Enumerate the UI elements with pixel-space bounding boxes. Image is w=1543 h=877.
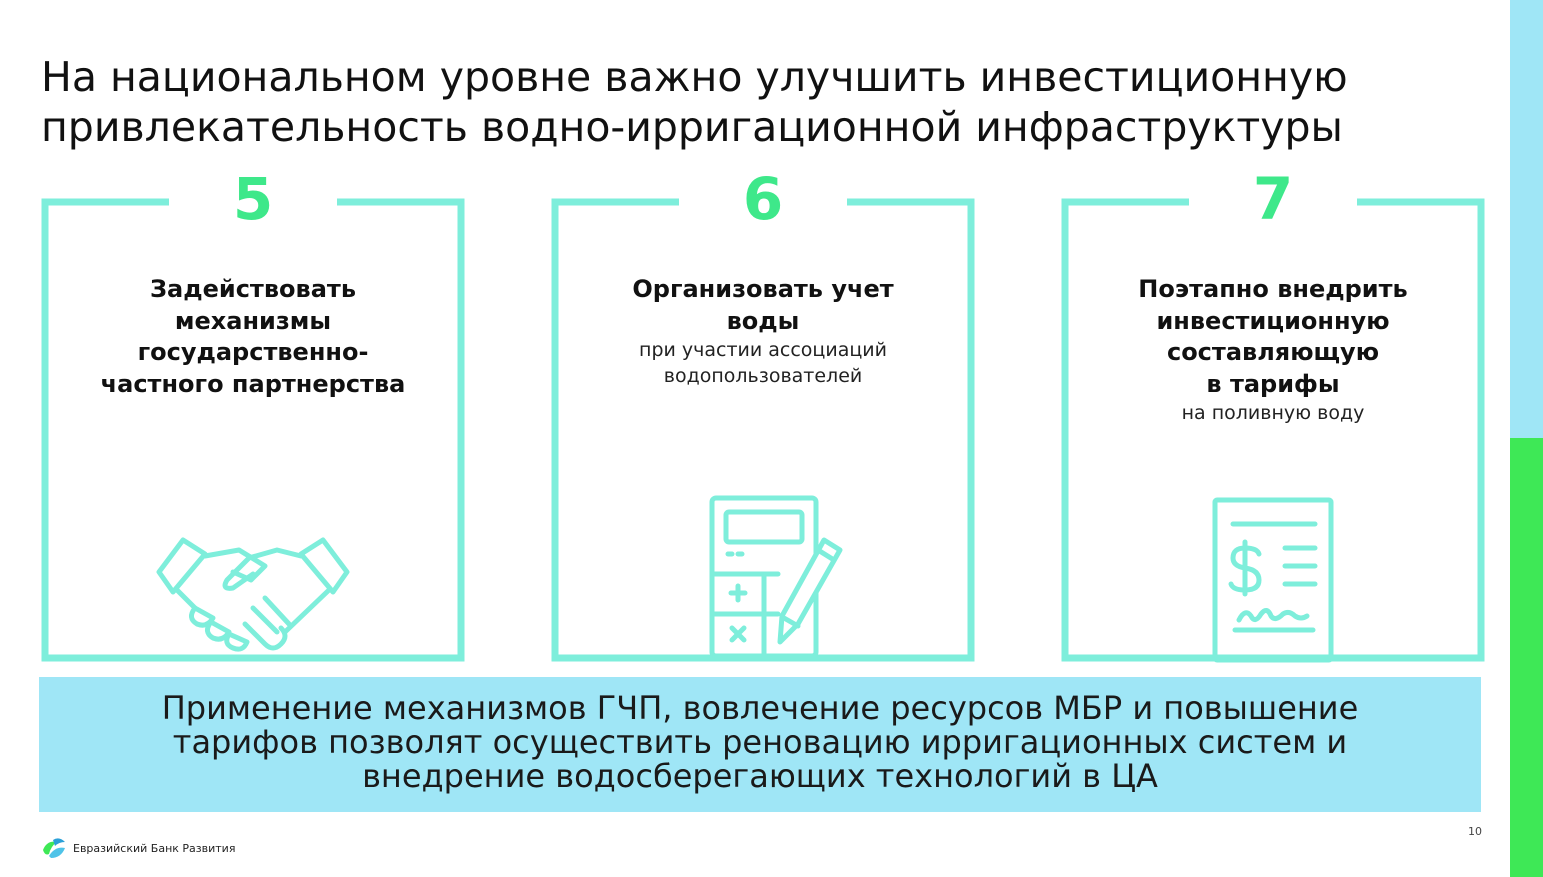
handshake-icon <box>153 528 353 658</box>
card-heading: Организовать учет воды <box>632 275 894 335</box>
summary-line-1: Применение механизмов ГЧП, вовлечение ресурсов МБР и повышение <box>161 689 1359 727</box>
page-number: 10 <box>1468 825 1482 838</box>
card-7 <box>1061 165 1485 662</box>
page-title <box>41 52 1481 152</box>
page-title-line-1: На национальном уровне важно улучшить инвестиционную <box>41 53 1348 101</box>
page-title-line-2: привлекательность водно-ирригационной инфраструктуры <box>41 103 1343 151</box>
card-text <box>581 274 945 389</box>
logo-text: Евразийский Банк Развития <box>73 841 236 855</box>
summary-line-2: тарифов позволят осуществить реновацию ирригационных систем и <box>172 723 1348 761</box>
side-accent-bar-top <box>1510 0 1543 438</box>
summary-line-3: внедрение водосберегающих технологий в ЦА <box>362 757 1158 795</box>
card-text <box>71 274 435 400</box>
card-number: 7 <box>1252 165 1294 233</box>
card-subtext: при участии ассоциаций водопользователей <box>639 339 887 387</box>
card-6 <box>551 165 975 662</box>
brand-logo <box>41 836 235 860</box>
summary-banner <box>39 677 1481 812</box>
calculator-pencil-icon <box>706 494 846 660</box>
card-number: 6 <box>742 165 784 233</box>
invoice-dollar-icon <box>1209 496 1337 664</box>
card-number: 5 <box>232 165 274 233</box>
card-text <box>1091 274 1455 426</box>
side-accent-bar-bottom <box>1510 438 1543 877</box>
card-heading: Поэтапно внедрить инвестиционную составляющую в тарифы <box>1138 275 1408 398</box>
bank-logo-icon <box>41 836 67 860</box>
card-5 <box>41 165 465 662</box>
card-subtext: на поливную воду <box>1181 402 1365 424</box>
card-heading: Задействовать механизмы государственно- частного партнерства <box>100 275 406 398</box>
